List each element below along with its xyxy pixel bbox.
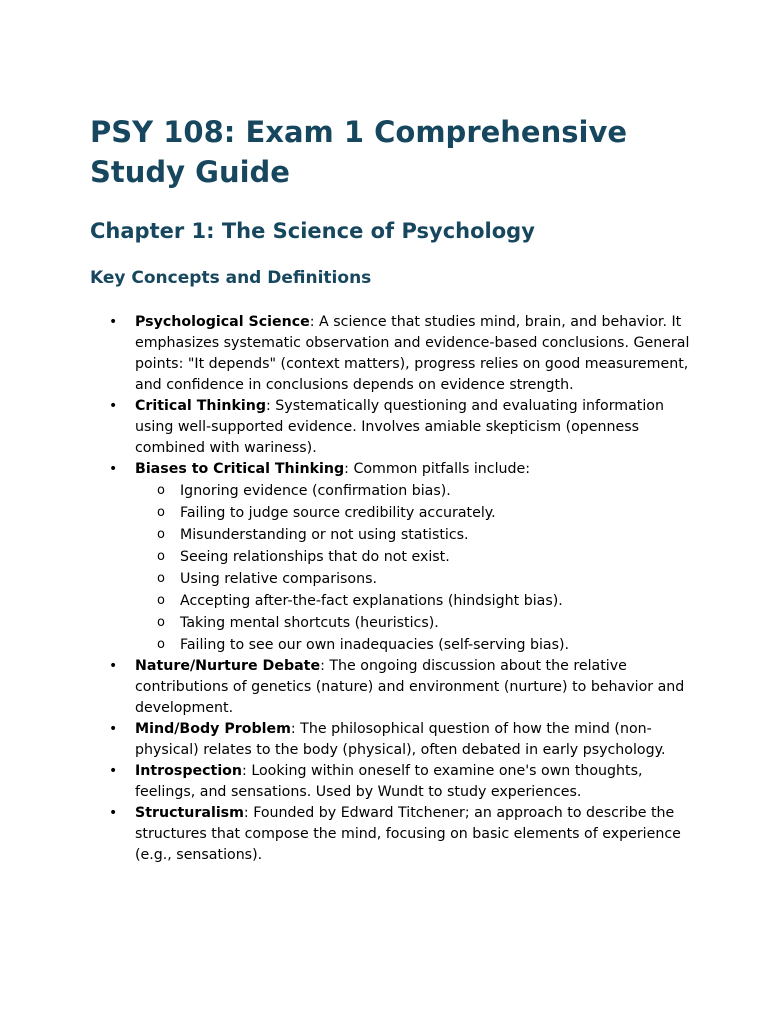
list-item bbox=[90, 719, 690, 761]
bullet-icon: • bbox=[109, 461, 118, 477]
sub-item-text: Ignoring evidence (confirmation bias). bbox=[180, 483, 451, 499]
concept-definition: : The philosophical question of how the mind (non-physical) relates to the body (physical), often debated in early psychology. bbox=[135, 721, 666, 758]
bullet-icon: • bbox=[109, 805, 118, 821]
sub-list-item bbox=[135, 590, 690, 612]
concept-definition: : Looking within oneself to examine one's own thoughts, feelings, and sensations. Used by Wundt to study experiences. bbox=[135, 763, 643, 800]
concept-term: Critical Thinking bbox=[135, 398, 266, 414]
sub-item-text: Taking mental shortcuts (heuristics). bbox=[180, 615, 439, 631]
bullet-icon: • bbox=[109, 721, 118, 737]
concept-term: Biases to Critical Thinking bbox=[135, 461, 345, 477]
sub-item-text: Accepting after-the-fact explanations (hindsight bias). bbox=[180, 593, 563, 609]
sub-list-item bbox=[135, 480, 690, 502]
sub-item-text: Failing to judge source credibility accurately. bbox=[180, 505, 496, 521]
section-title: Key Concepts and Definitions bbox=[90, 268, 372, 288]
sub-list-item bbox=[135, 612, 690, 634]
circle-bullet-icon: o bbox=[157, 571, 165, 586]
concept-definition: : The ongoing discussion about the relative contributions of genetics (nature) and environment (nurture) to behavior and development. bbox=[135, 658, 685, 716]
bullet-icon: • bbox=[109, 398, 118, 414]
list-item bbox=[90, 396, 690, 459]
sub-item-text: Misunderstanding or not using statistics. bbox=[180, 527, 469, 543]
concept-term: Mind/Body Problem bbox=[135, 721, 291, 737]
concept-definition: : Systematically questioning and evaluating information using well-supported evidence. Involves amiable skepticism (openness combined with wariness). bbox=[135, 398, 664, 456]
bullet-icon: • bbox=[109, 763, 118, 779]
document-title: PSY 108: Exam 1 Comprehensive Study Guide bbox=[90, 115, 628, 189]
sub-list-item bbox=[135, 568, 690, 590]
circle-bullet-icon: o bbox=[157, 505, 165, 520]
concept-term: Introspection bbox=[135, 763, 243, 779]
concept-term: Nature/Nurture Debate bbox=[135, 658, 321, 674]
list-item bbox=[90, 761, 690, 803]
bullet-icon: • bbox=[109, 314, 118, 330]
bullet-icon: • bbox=[109, 658, 118, 674]
sub-item-text: Using relative comparisons. bbox=[180, 571, 377, 587]
bias-sublist bbox=[135, 480, 690, 656]
concept-list bbox=[90, 312, 690, 866]
circle-bullet-icon: o bbox=[157, 615, 165, 630]
circle-bullet-icon: o bbox=[157, 483, 165, 498]
concept-definition: : Common pitfalls include: bbox=[344, 461, 531, 477]
list-item bbox=[90, 459, 690, 656]
circle-bullet-icon: o bbox=[157, 637, 165, 652]
chapter-title: Chapter 1: The Science of Psychology bbox=[90, 219, 535, 243]
sub-item-text: Failing to see our own inadequacies (self-serving bias). bbox=[180, 637, 570, 653]
concept-definition: : Founded by Edward Titchener; an approach to describe the structures that compose the mind, focusing on basic elements of experience (e.g., sensations). bbox=[135, 805, 681, 863]
document-page bbox=[90, 112, 690, 866]
sub-list-item bbox=[135, 502, 690, 524]
concept-term: Psychological Science bbox=[135, 314, 310, 330]
circle-bullet-icon: o bbox=[157, 593, 165, 608]
concept-definition: : A science that studies mind, brain, and behavior. It emphasizes systematic observation and evidence-based conclusions. General points: "It depends" (context matters), progress relies on good measurement, and confidence in conclusions depends on evidence strength. bbox=[135, 314, 690, 393]
sub-item-text: Seeing relationships that do not exist. bbox=[180, 549, 450, 565]
sub-list-item bbox=[135, 546, 690, 568]
list-item bbox=[90, 656, 690, 719]
list-item bbox=[90, 312, 690, 396]
circle-bullet-icon: o bbox=[157, 549, 165, 564]
list-item bbox=[90, 803, 690, 866]
sub-list-item bbox=[135, 634, 690, 656]
sub-list-item bbox=[135, 524, 690, 546]
circle-bullet-icon: o bbox=[157, 527, 165, 542]
concept-term: Structuralism bbox=[135, 805, 244, 821]
